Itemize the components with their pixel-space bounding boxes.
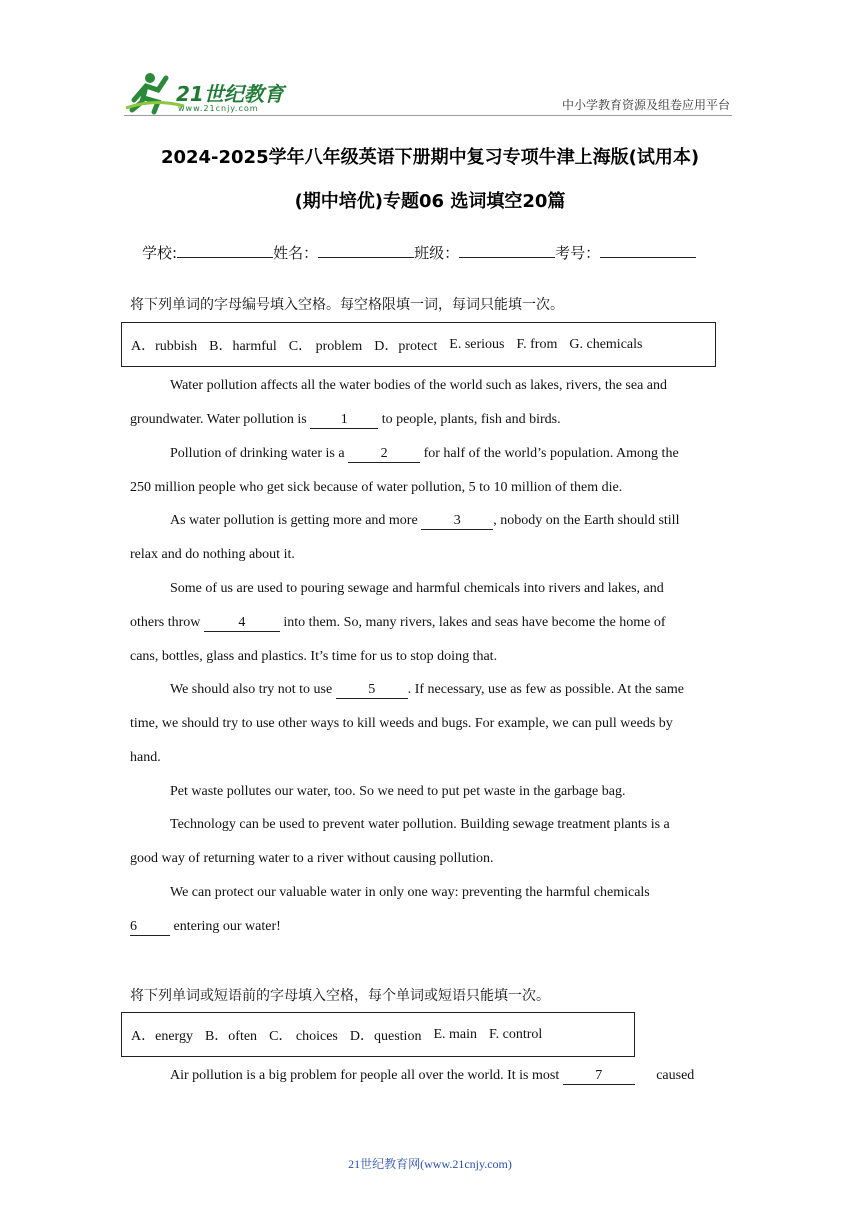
class-label: 班级：	[414, 244, 460, 262]
name-label: 姓名：	[273, 244, 319, 262]
logo-text: 21世纪教育	[176, 82, 284, 106]
paragraph-1-line2: groundwater. Water pollution is 1 to people, plants, fish and birds.	[130, 412, 561, 427]
paragraph-5-line2: time, we should try to use other ways to kill weeds and bugs. For example, we can pull weeds by	[130, 716, 673, 731]
blank-6[interactable]: 6	[130, 918, 170, 936]
logo-url: www.21cnjy.com	[178, 104, 259, 113]
blank-2[interactable]: 2	[348, 445, 420, 463]
school-label: 学校:	[142, 244, 178, 262]
option-e: E. serious	[449, 336, 505, 352]
option-d: D．question	[349, 1028, 422, 1044]
section1-word-box	[121, 322, 716, 367]
blank-7[interactable]: 7	[563, 1067, 635, 1085]
option-c: C． problem	[288, 338, 363, 354]
section2-paragraph-1-line1: Air pollution is a big problem for people all over the world. It is most 7 caused	[170, 1068, 695, 1083]
paragraph-5-line1: We should also try not to use 5 . If necessary, use as few as possible. At the same	[170, 682, 684, 697]
option-f: F. control	[489, 1026, 543, 1042]
option-f: F. from	[516, 336, 558, 352]
blank-4[interactable]: 4	[204, 614, 280, 632]
option-g: G. chemicals	[569, 336, 643, 352]
blank-1[interactable]: 1	[310, 411, 378, 429]
header-divider	[124, 115, 732, 116]
paragraph-1-line1: Water pollution affects all the water bodies of the world such as lakes, rivers, the sea and	[170, 378, 668, 393]
paragraph-6: Pet waste pollutes our water, too. So we need to put pet waste in the garbage bag.	[170, 784, 626, 799]
blank-3[interactable]: 3	[421, 512, 493, 530]
footer-link[interactable]: 21世纪教育网(www.21cnjy.com)	[348, 1157, 512, 1171]
name-field[interactable]	[318, 243, 414, 258]
paragraph-4-line2: others throw 4 into them. So, many rivers, lakes and seas have become the home of	[130, 615, 666, 630]
student-info-line	[142, 242, 696, 263]
paragraph-7-line1: Technology can be used to prevent water pollution. Building sewage treatment plants is a	[170, 817, 670, 832]
option-c: C． choices	[269, 1028, 338, 1044]
document-title-line2: (期中培优)专题06 选词填空20篇	[294, 191, 566, 212]
school-field[interactable]	[177, 243, 273, 258]
platform-name: 中小学教育资源及组卷应用平台	[561, 98, 730, 112]
paragraph-3-line1: As water pollution is getting more and more 3 , nobody on the Earth should still	[170, 513, 680, 528]
section1-instruction: 将下列单词的字母编号填入空格。每空格限填一词，每词只能填一次。	[130, 297, 564, 313]
option-d: D．protect	[374, 338, 438, 354]
number-label: 考号：	[555, 244, 601, 262]
document-title-line1: 2024-2025学年八年级英语下册期中复习专项牛津上海版(试用本)	[160, 147, 700, 168]
option-b: B．harmful	[209, 338, 277, 354]
section2-instruction: 将下列单词或短语前的字母填入空格，每个单词或短语只能填一次。	[130, 988, 550, 1004]
paragraph-2-line2: 250 million people who get sick because of water pollution, 5 to 10 million of them die.	[130, 480, 623, 495]
number-field[interactable]	[600, 243, 696, 258]
paragraph-3-line2: relax and do nothing about it.	[130, 547, 295, 562]
paragraph-7-line2: good way of returning water to a river without causing pollution.	[130, 851, 494, 866]
option-e: E. main	[433, 1026, 477, 1042]
paragraph-5-line3: hand.	[130, 750, 161, 765]
section2-word-box	[121, 1012, 635, 1057]
option-b: B．often	[204, 1028, 258, 1044]
paragraph-2-line1: Pollution of drinking water is a 2 for half of the world’s population. Among the	[170, 446, 679, 461]
paragraph-4-line3: cans, bottles, glass and plastics. It’s time for us to stop doing that.	[130, 649, 498, 664]
option-a: A．rubbish	[131, 338, 198, 354]
site-logo	[124, 68, 294, 120]
option-a: A．energy	[131, 1028, 193, 1044]
paragraph-4-line1: Some of us are used to pouring sewage and harmful chemicals into rivers and lakes, and	[170, 581, 664, 596]
paragraph-8-line1: We can protect our valuable water in only one way: preventing the harmful chemicals	[170, 885, 650, 900]
class-field[interactable]	[459, 243, 555, 258]
blank-5[interactable]: 5	[336, 681, 408, 699]
paragraph-8-line2: 6 entering our water!	[130, 919, 281, 934]
